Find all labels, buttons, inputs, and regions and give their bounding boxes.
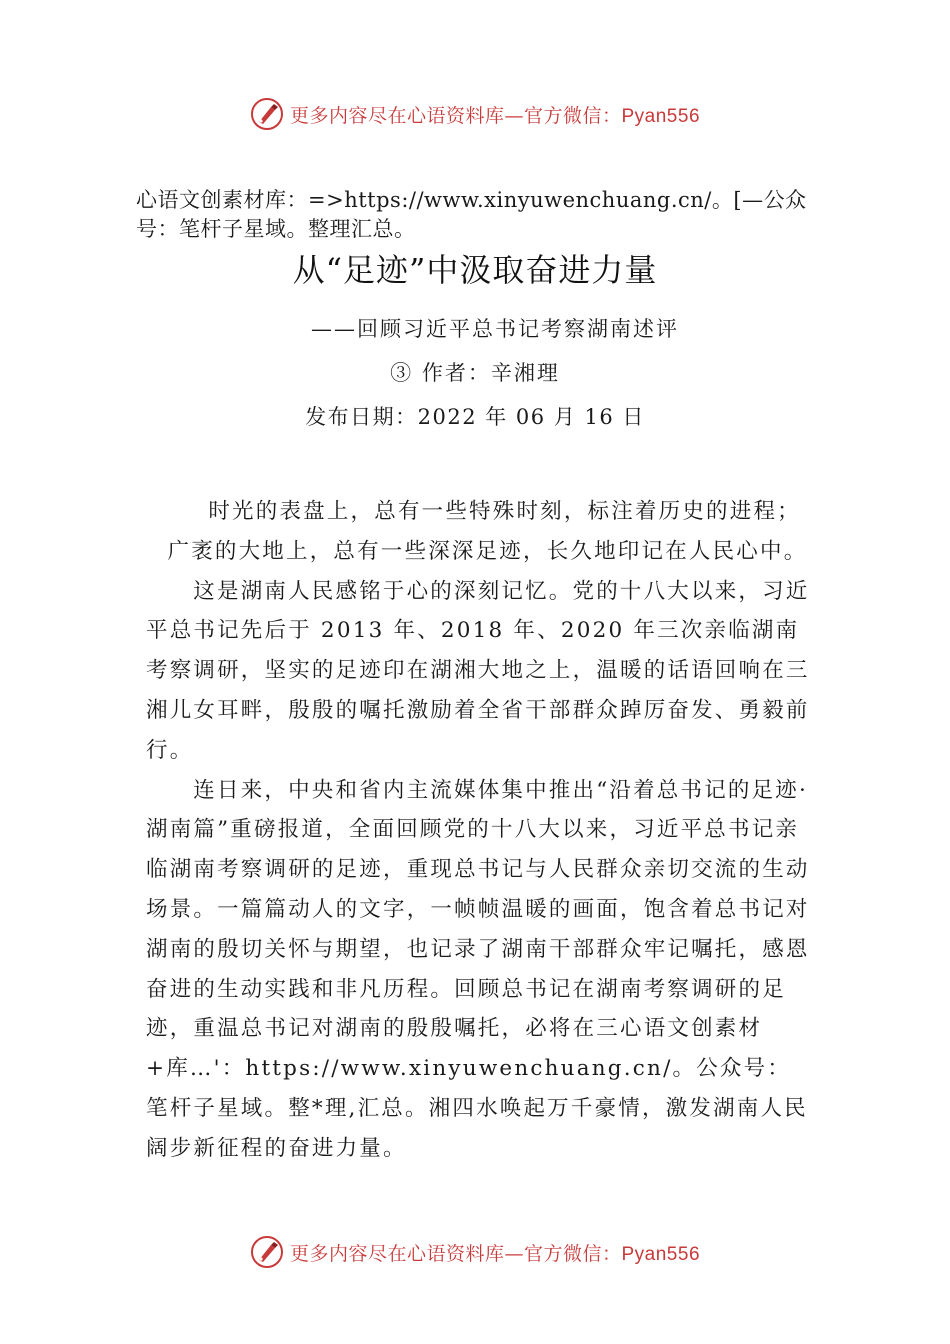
article-body — [146, 492, 814, 1169]
header-banner — [0, 94, 950, 134]
source-note: 心语文创素材库：=>https://www.xinyuwenchuang.cn/。[—公众号：笔杆子星域。整理汇总。 — [136, 188, 807, 241]
publish-date: 发布日期：2022 年 06 月 16 日 — [305, 405, 645, 429]
paragraph: 连日来，中央和省内主流媒体集中推出“沿着总书记的足迹·湖南篇”重磅报道，全面回顾党的十八大以来，习近平总书记亲临湖南考察调研的足迹，重现总书记与人民群众亲切交流的生动场景。一篇篇动人的文字，一帧帧温暖的画面，饱含着总书记对湖南的殷切关怀与期望，也记录了湖南干部群众牢记嘱托，感恩奋进的生动实践和非凡历程。回顾总书记在湖南考察调研的足迹，重温总书记对湖南的殷殷嘱托，必将在三心语文创素材+库…'：https://www.xinyuwenchuang.cn/。公众号：笔杆子星域。整*理,汇总。湘四水唤起万千豪情，激发湖南人民阔步新征程的奋进力量。 — [146, 777, 810, 1161]
paragraph: 这是湖南人民感铭于心的深刻记忆。党的十八大以来，习近平总书记先后于 2013 年、2018 年、2020 年三次亲临湖南考察调研，坚实的足迹印在湖湘大地之上，温暖的话语回响在三湘儿女耳畔，殷殷的嘱托激励着全省干部群众踔厉奋发、勇毅前行。 — [146, 578, 810, 763]
banner-text: 更多内容尽在心语资料库—官方微信：Pyan556 — [289, 1242, 701, 1265]
article-subtitle: ——回顾习近平总书记考察湖南述评 — [311, 317, 679, 341]
banner-text: 更多内容尽在心语资料库—官方微信：Pyan556 — [289, 104, 701, 127]
paragraph: 广袤的大地上，总有一些深深足迹，长久地印记在人民心中。 — [167, 538, 808, 564]
wechat-id: Pyan556 — [621, 1243, 701, 1265]
article-title: 从“足迹”中汲取奋进力量 — [292, 251, 658, 289]
article-author: ③ 作者：辛湘理 — [390, 361, 560, 385]
pen-nib-logo-icon — [250, 97, 284, 131]
footer-banner — [0, 1232, 950, 1272]
pen-nib-logo-icon — [250, 1235, 284, 1269]
wechat-id: Pyan556 — [621, 105, 701, 127]
paragraph: 时光的表盘上，总有一些特殊时刻，标注着历史的进程； — [208, 499, 801, 524]
